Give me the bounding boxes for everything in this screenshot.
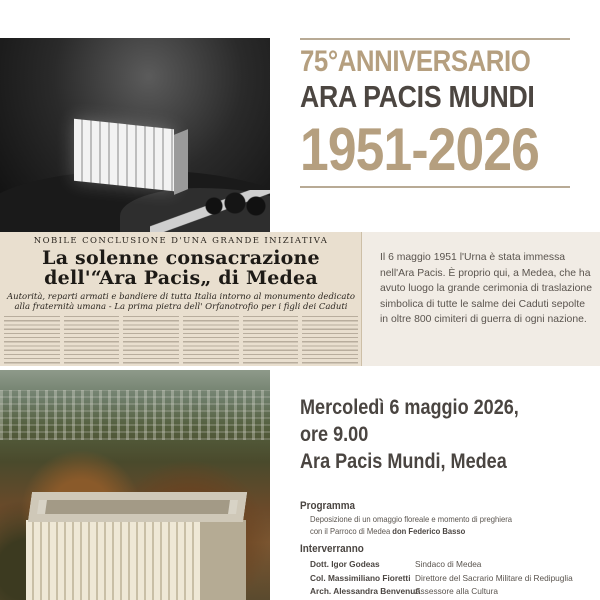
title-block — [300, 38, 570, 188]
newspaper-clipping — [0, 232, 362, 366]
years-title: 1951-2026 — [300, 116, 540, 183]
speaker-row — [310, 558, 600, 572]
event-time: ore 9.00 — [300, 423, 369, 446]
monument-courtyard — [45, 500, 230, 514]
event-place: Ara Pacis Mundi, Medea — [300, 450, 507, 473]
speaker-name: Arch. Alessandra Benvenuti — [310, 586, 421, 596]
intro-text: Il 6 maggio 1951 l'Urna è stata immessa nell'Ara Pacis. È proprio qui, a Medea, che ha avuto luogo la grande cerimonia di traslazione simbolica di tutte le salme dei Caduti sepolte in oltre 800 cimiteri di guerra di ogni nazione. — [380, 252, 592, 326]
newspaper-kicker: NOBILE CONCLUSIONE D'UNA GRANDE INIZIATIVA — [33, 236, 329, 246]
title-rule-bottom — [300, 186, 570, 188]
tree-line — [200, 188, 270, 218]
newspaper-subhead-line-1: Autorità, reparti armati e bandiere di tutta Italia intorno al monumento dedicato — [6, 292, 355, 302]
event-info — [300, 394, 590, 475]
anniversary-title: 75°ANNIVERSARIO — [300, 45, 531, 78]
newspaper-subhead-line-2: alla fraternità umana - La prima pietra dell' Orfanotrofio per i figli dei Caduti — [14, 302, 348, 312]
newspaper-column — [123, 316, 179, 364]
speaker-role: Sindaco di Medea — [415, 559, 482, 569]
newspaper-headline-line-1: La solenne consacrazione — [42, 247, 320, 269]
programma-line-2-prefix: con il Parroco di Medea — [310, 525, 393, 536]
interverranno-heading: Interverranno — [300, 543, 364, 555]
monument-aerial-photo — [0, 370, 270, 600]
town-background — [0, 390, 270, 440]
newspaper-headline — [0, 248, 362, 288]
speakers-list — [310, 558, 600, 599]
programma-line-1: Deposizione di un omaggio floreale e momento di preghiera — [310, 514, 512, 524]
newspaper-column — [64, 316, 120, 364]
newspaper-headline-line-2: dell'“Ara Pacis„ di Medea — [44, 267, 318, 289]
speaker-row — [310, 572, 600, 586]
newspaper-column — [183, 316, 239, 364]
newspaper-column — [302, 316, 358, 364]
newspaper-column — [243, 316, 299, 364]
speaker-name: Col. Massimiliano Fioretti — [310, 572, 411, 583]
ara-pacis-building — [74, 119, 174, 192]
title-rule-top — [300, 38, 570, 40]
newspaper-column — [4, 316, 60, 364]
monument-night-photo — [0, 38, 270, 232]
newspaper-columns — [4, 316, 358, 364]
programma-text — [310, 514, 572, 537]
event-date: Mercoledì 6 maggio 2026, — [300, 396, 519, 419]
intro-panel — [362, 232, 600, 366]
speaker-name: Dott. Igor Godeas — [310, 559, 380, 569]
speaker-role: Direttore del Sacrario Militare di Redipuglia — [415, 572, 573, 583]
monument-side — [200, 520, 246, 600]
speaker-role: Assessore alla Cultura — [415, 586, 499, 596]
monument-title: ARA PACIS MUNDI — [300, 79, 535, 114]
ara-pacis-building-side — [174, 129, 188, 195]
programma-heading: Programma — [300, 500, 356, 512]
newspaper-subhead — [0, 292, 362, 312]
speaker-row — [310, 585, 600, 599]
programma-line-2 — [310, 526, 572, 538]
programma-priest-name: don Federico Basso — [392, 525, 466, 536]
